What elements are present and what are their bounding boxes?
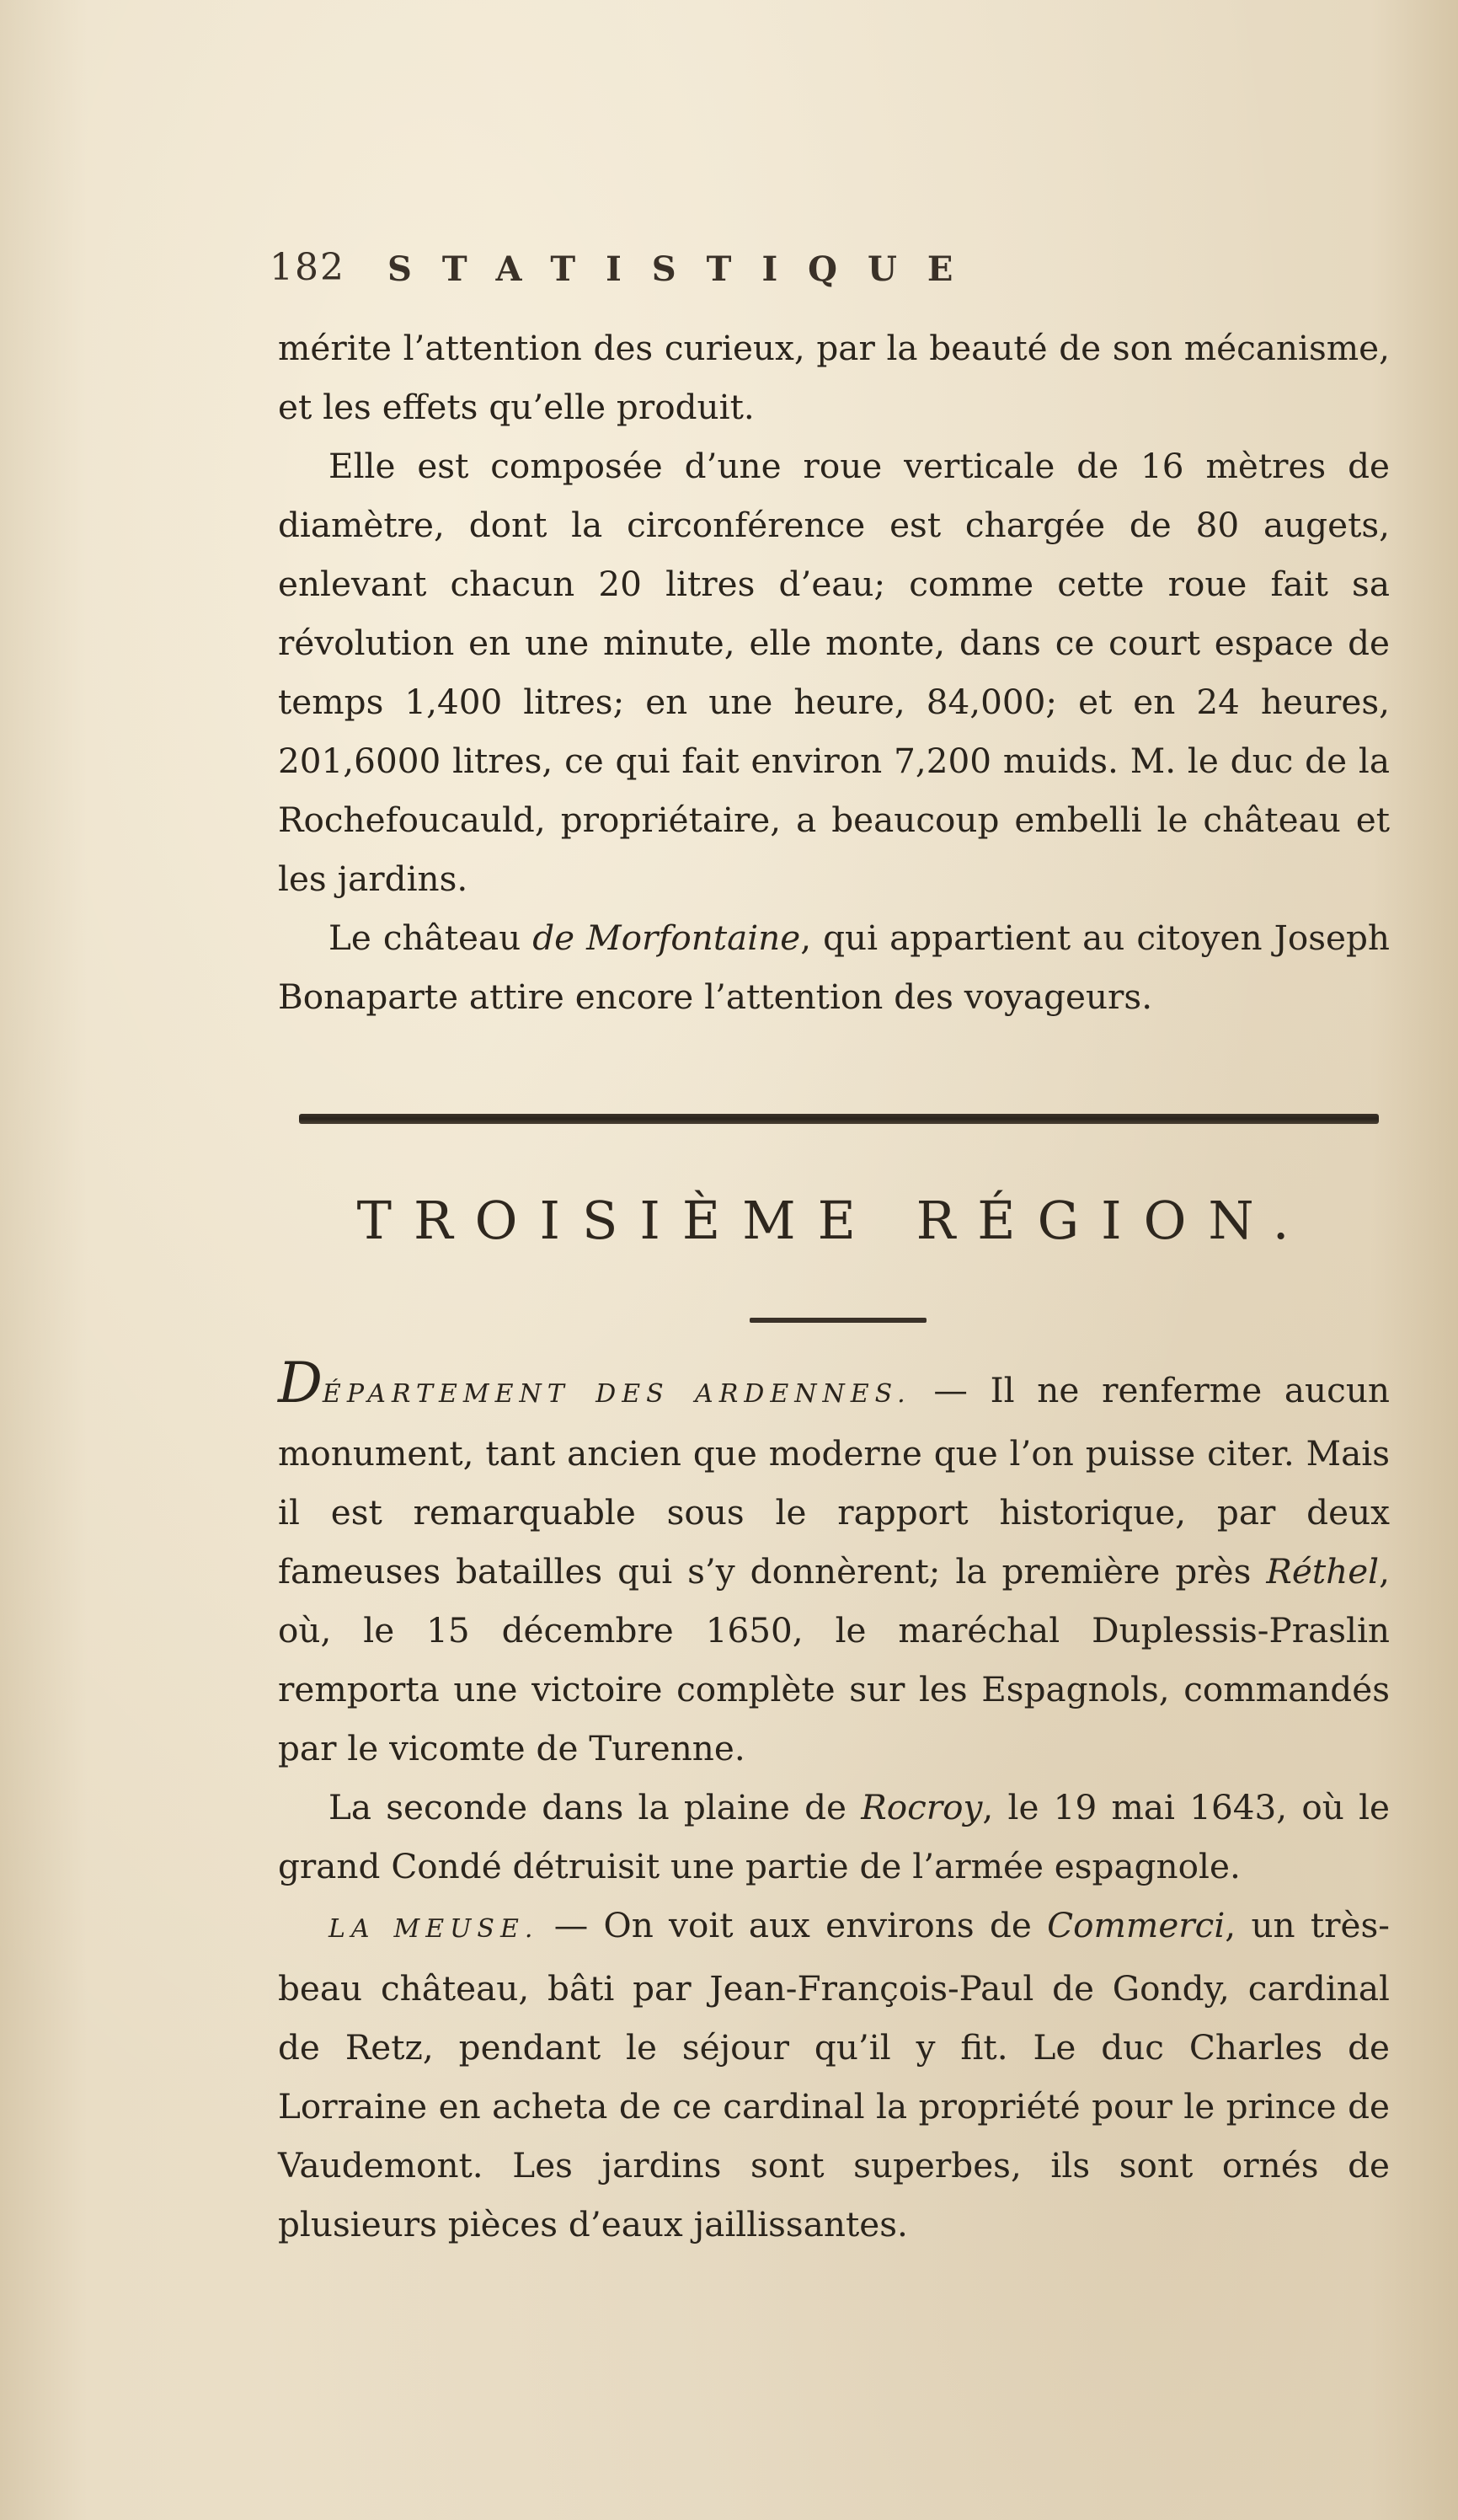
paragraph-continuation: mérite l’attention des curieux, par la beauté de son mécanisme, et les effets qu’elle produit.	[278, 328, 1390, 427]
paragraph-morfontaine	[278, 908, 1390, 1026]
place-name-rethel: Réthel	[1266, 1551, 1380, 1592]
paragraph-rocroy	[278, 1778, 1390, 1896]
section-divider-rule	[299, 1114, 1379, 1124]
short-divider-rule	[750, 1318, 927, 1323]
place-name-commerci: Commerci	[1047, 1905, 1226, 1945]
place-name-rocroy: Rocroy	[861, 1787, 983, 1827]
paragraph-meuse	[278, 1896, 1390, 2254]
text-run: , qui appartient au citoyen Joseph Bonaparte attire encore l’attention des voyageurs.	[278, 918, 1390, 1017]
page-header	[270, 246, 1129, 297]
text-run: La seconde dans la plaine de	[328, 1787, 862, 1827]
text-block-continuation	[278, 318, 1390, 1026]
text-run: — On voit aux environs de	[538, 1905, 1048, 1945]
text-run: , un très-beau château, bâti par Jean-François-Paul de Gondy, cardinal de Retz, pendant le séjour qu’il y fit. Le duc Charles de Lorraine en acheta de ce cardinal la propriété pour le prince de Vaudemont. Les jardins sont superbes, ils sont ornés de plusieurs pièces d’eaux jaillissantes.	[278, 1905, 1390, 2244]
text-block-region	[278, 1351, 1390, 2254]
place-name-morfontaine: de Morfontaine	[532, 918, 801, 958]
paragraph-ardennes	[278, 1351, 1390, 1778]
text-run: , le 19 mai 1643, où le grand Condé détruisit une partie de l’armée espagnole.	[278, 1787, 1390, 1886]
department-heading-meuse: LA MEUSE.	[328, 1914, 539, 1944]
drop-capital: D	[278, 1351, 323, 1415]
text-run: — Il ne renferme aucun monument, tant ancien que moderne que l’on puisse citer. Mais il est remarquable sous le rapport historique, par deux fameuses batailles qui s’y donnèrent; la première près	[278, 1370, 1390, 1592]
paragraph-roue: Elle est composée d’une roue verticale de 16 mètres de diamètre, dont la circonférence est chargée de 80 augets, enlevant chacun 20 litres d’eau; comme cette roue fait sa révolution en une minute, elle monte, dans ce court espace de temps 1,400 litres; en une heure, 84,000; et en 24 heures, 201,6000 litres, ce qui fait environ 7,200 muids. M. le duc de la Rochefoucauld, propriétaire, a beaucoup embelli le château et les jardins.	[278, 446, 1390, 899]
department-heading-ardennes: ÉPARTEMENT DES ARDENNES.	[322, 1379, 911, 1409]
section-title: TROISIÈME RÉGION.	[356, 1190, 1311, 1251]
running-title: STATISTIQUE	[387, 249, 984, 289]
text-run: , où, le 15 décembre 1650, le maréchal Duplessis-Praslin remporta une victoire complète sur les Espagnols, commandés par le vicomte de Turenne.	[278, 1551, 1390, 1768]
page-number: 182	[270, 246, 345, 289]
text-run: Le château	[328, 918, 533, 958]
